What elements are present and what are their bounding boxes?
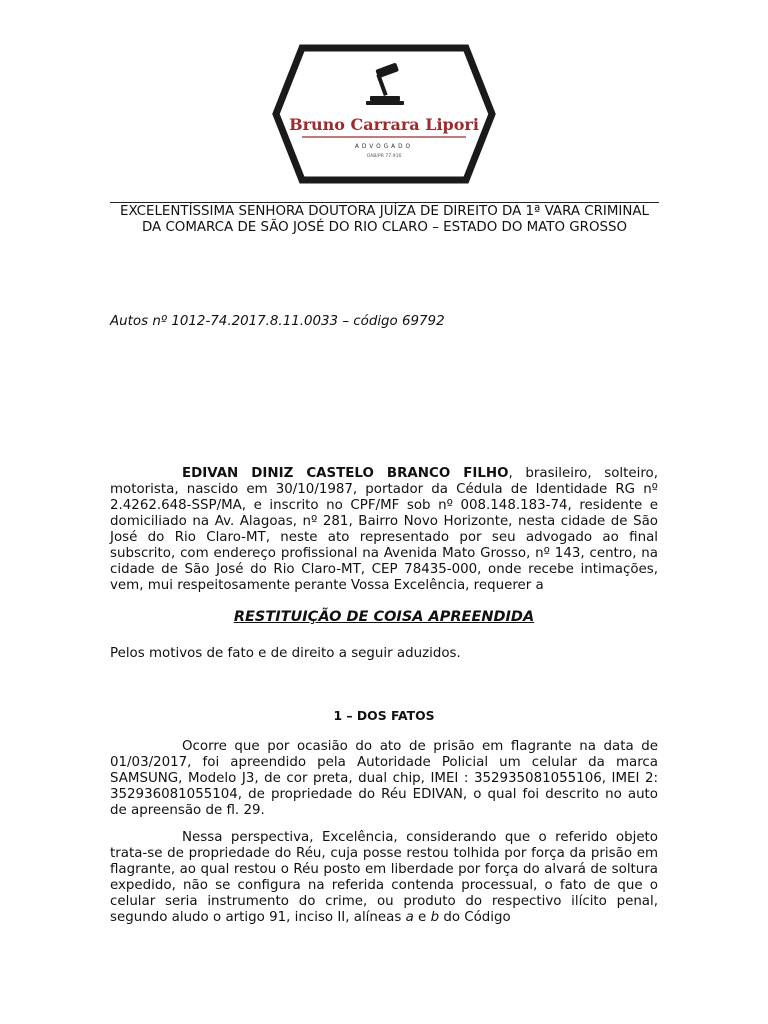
- facts-paragraph-2: [110, 830, 658, 926]
- facts-paragraph-2-end: do Código: [439, 910, 511, 925]
- conjunction: e: [413, 910, 431, 925]
- gavel-icon: [366, 62, 404, 105]
- addressee: EXCELENTÍSSIMA SENHORA DOUTORA JUÍZA DE DIREITO DA 1ª VARA CRIMINAL DA COMARCA DE SÃO JOSÉ DO RIO CLARO – ESTADO DO MATO GROSSO: [120, 204, 649, 235]
- petition-title: RESTITUIÇÃO DE COISA APREENDIDA: [233, 609, 535, 625]
- facts-paragraph-1: Ocorre que por ocasião do ato de prisão em flagrante na data de 01/03/2017, foi apreendido pela Autoridade Policial um celular da marca SAMSUNG, Modelo J3, de cor preta, dual chip, IMEI : 352935081055106, IMEI 2: 352936081055104, de propriedade do Réu EDIVAN, o qual foi descrito no auto de apreensão de fl. 29.: [110, 739, 658, 818]
- intro-paragraph: [110, 466, 658, 594]
- motivos-line: Pelos motivos de fato e de direito a seguir aduzidos.: [110, 646, 461, 661]
- alinea-b: b: [430, 910, 440, 925]
- case-number: Autos nº 1012-74.2017.8.11.0033 – código 69792: [110, 314, 445, 329]
- letterhead-logo: [272, 44, 496, 184]
- header-divider: [110, 202, 659, 203]
- brand-subtitle: ADVOGADO: [354, 144, 414, 150]
- law-office-seal: [272, 44, 496, 184]
- brand-registration: OAB/PR 77.916: [366, 154, 402, 159]
- intro-text: , brasileiro, solteiro, motorista, nascido em 30/10/1987, portador da Cédula de Identidade RG nº 2.4262.648-SSP/MA, e inscrito no CPF/MF sob nº 008.148.183-74, residente e domiciliado na Av. Alagoas, nº 281, Bairro Novo Horizonte, nesta cidade de São José do Rio Claro-MT, neste ato representado por seu advogado ao final subscrito, com endereço profissional na Avenida Mato Grosso, nº 143, centro, na cidade de São José do Rio Claro-MT, CEP 78435-000, onde recebe intimações, vem, mui respeitosamente perante Vossa Excelência, requerer a: [110, 466, 658, 593]
- section-heading: 1 – DOS FATOS: [333, 708, 435, 723]
- alinea-a: a: [405, 910, 414, 925]
- brand-name: Bruno Carrara Lipori: [289, 115, 479, 134]
- facts-paragraph-2-text: Nessa perspectiva, Excelência, considerando que o referido objeto trata-se de propriedade do Réu, cuja posse restou tolhida por força da prisão em flagrante, ao qual restou o Réu posto em liberdade por força do alvará de soltura expedido, não se configura na referida contenda processual, o fato de que o celular seria instrumento do crime, ou produto do respectivo ilícito penal, segundo aludo o artigo 91, inciso II, alíneas: [110, 830, 658, 925]
- party-name: EDIVAN DINIZ CASTELO BRANCO FILHO: [182, 466, 509, 481]
